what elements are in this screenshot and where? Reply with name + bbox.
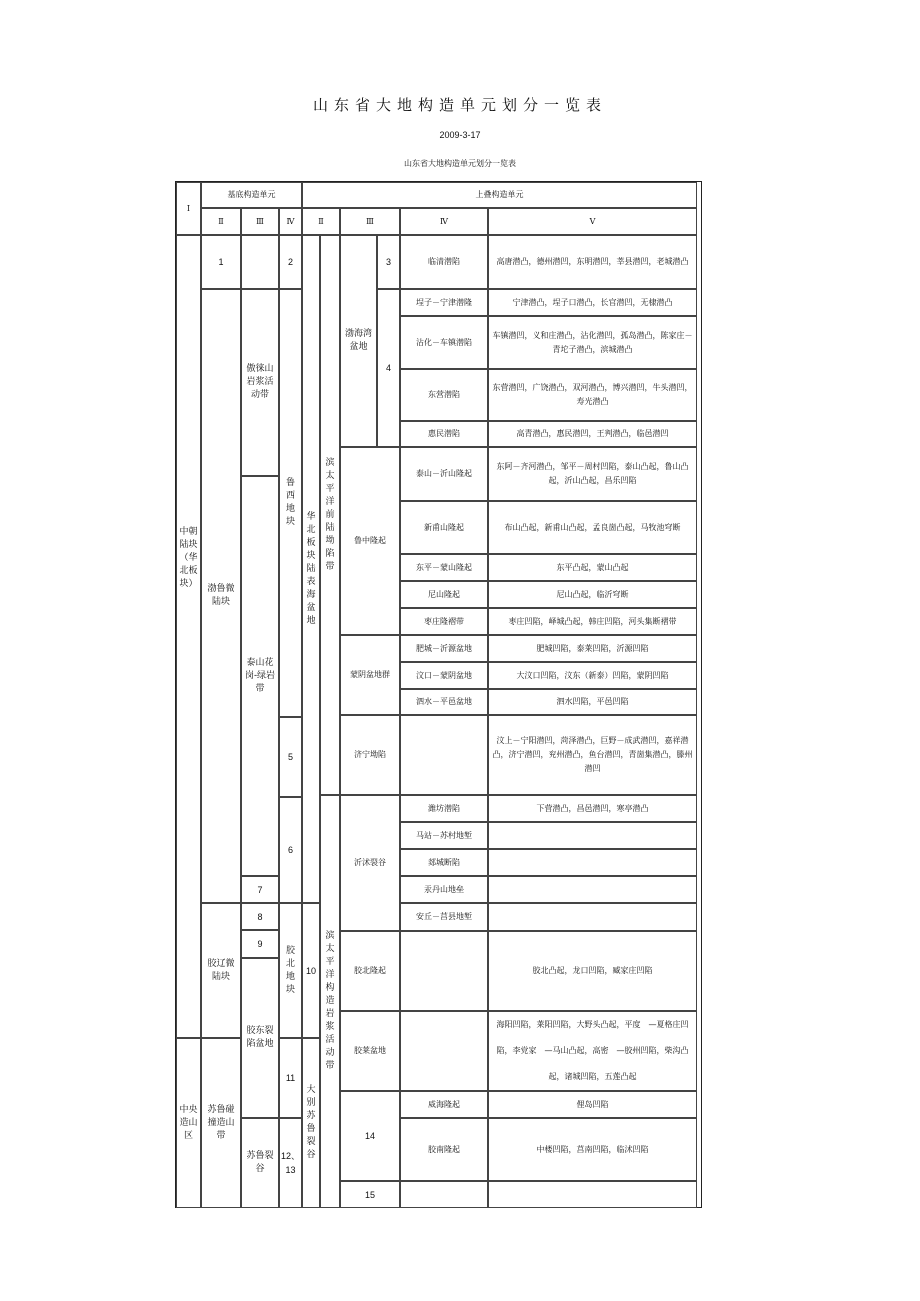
unit-number-15: 15 xyxy=(340,1181,400,1208)
unit-jiaodong-rift-basin: 胶东裂陷盆地 xyxy=(241,958,279,1118)
unit-huabei-epicontinental-basin: 华北板块陆表海盆地 xyxy=(302,235,320,903)
header-iv-basement: Ⅳ xyxy=(279,208,302,235)
header-iii-overlay: Ⅲ xyxy=(340,208,400,235)
unit-jiaobei-uplift: 胶北隆起 xyxy=(340,931,400,1011)
unit-number-5: 5 xyxy=(279,717,302,797)
row-v-empty xyxy=(488,1181,697,1208)
unit-luxi-block: 鲁西地块 xyxy=(279,289,302,717)
row-iv-nishan: 尼山隆起 xyxy=(400,581,488,608)
row-v-weifang: 下营潜凸，昌邑潜凹，寒亭潜凸 xyxy=(488,795,697,822)
row-v-jiaonan: 中楼凹陷，莒南凹陷，临沭凹陷 xyxy=(488,1118,697,1181)
unit-number-11: 11 xyxy=(279,1038,302,1118)
unit-aolaishan-magmatic-belt: 傲徕山岩浆活动带 xyxy=(241,289,279,476)
row-v-dongying: 东营潜凹，广饶潜凸，双河潜凸，博兴潜凹，牛头潜凹，寿光潜凸 xyxy=(488,369,697,421)
row-v-zhanhua-chezhen: 车镇潜凹，义和庄潜凸，沾化潜凹，孤岛潜凸，陈家庄－青坨子潜凸，滨城潜凸 xyxy=(488,316,697,369)
unit-bohai-bay-basin: 渤海湾盆地 xyxy=(340,235,377,447)
unit-number-8: 8 xyxy=(241,903,279,930)
unit-yishu-rift: 沂沭裂谷 xyxy=(340,795,400,931)
table-caption: 山东省大地构造单元划分一览表 xyxy=(404,159,516,168)
page-date: 2009-3-17 xyxy=(439,130,481,140)
row-v-taishan-yishan: 东阿－齐河潜凸，邹平－周村凹陷，泰山凸起，鲁山凸起，沂山凸起，昌乐凹陷 xyxy=(488,447,697,501)
tectonic-units-table xyxy=(175,181,702,1208)
unit-circum-pacific-tectonomagmatic-belt: 滨太平洋构造岩浆活动带 xyxy=(320,795,340,1208)
header-overlay-units: 上叠构造单元 xyxy=(302,182,697,208)
unit-taishan-granite-greenstone-belt: 泰山花岗-绿岩带 xyxy=(241,476,279,876)
unit-jiaobei-block: 胶北地块 xyxy=(279,903,302,1038)
row-v-gongdanshan xyxy=(488,876,697,903)
unit-number-12-13: 12、13 xyxy=(279,1118,302,1208)
row-iv-jiaonan: 胶南隆起 xyxy=(400,1118,488,1181)
row-iv-xinfushan: 新甫山隆起 xyxy=(400,501,488,554)
header-ii-overlay: Ⅱ xyxy=(302,208,340,235)
row-iv-feicheng-yiyuan: 肥城－沂源盆地 xyxy=(400,635,488,662)
row-iv-linqing: 临清潜陷 xyxy=(400,235,488,289)
row-v-tancheng xyxy=(488,849,697,876)
unit-number-1: 1 xyxy=(201,235,241,289)
row-v-anqiu-juxian xyxy=(488,903,697,931)
row-v-jiaobei: 胶北凸起，龙口凹陷，臧家庄凹陷 xyxy=(488,931,697,1011)
row-v-chengzi-ningjin: 宁津潜凸，埕子口潜凸，长官潜凹，无棣潜凸 xyxy=(488,289,697,316)
row-v-linqing: 高唐潜凸，德州潜凹，东明潜凹，莘县潜凹，老城潜凸 xyxy=(488,235,697,289)
unit-number-3: 3 xyxy=(377,235,400,289)
row-iv-dongying: 东营潜陷 xyxy=(400,369,488,421)
unit-number-2: 2 xyxy=(279,235,302,289)
row-v-wenkou-mengyin: 大汶口凹陷，汶东（新泰）凹陷，蒙阴凹陷 xyxy=(488,662,697,689)
row-iv-chengzi-ningjin: 埕子－宁津潜隆 xyxy=(400,289,488,316)
unit-number-14: 14 xyxy=(340,1091,400,1181)
row-v-weihai: 俚岛凹陷 xyxy=(488,1091,697,1118)
row-iv-zaozhuang: 枣庄隆褶带 xyxy=(400,608,488,635)
row-iv-empty xyxy=(400,1181,488,1208)
unit-number-4: 4 xyxy=(377,289,400,447)
unit-bolu-microblock: 渤鲁微陆块 xyxy=(201,289,241,903)
unit-sulu-collision-orogen: 苏鲁碰撞造山带 xyxy=(201,1038,241,1208)
unit-number-10: 10 xyxy=(302,903,320,1038)
row-v-jiaolai: 海阳凹陷，莱阳凹陷，大野头凸起，平度 —夏格庄凹陷，李党家 —马山凸起，高密 —胶州凹陷，柴沟凸起，诸城凹陷，五莲凸起 xyxy=(488,1011,697,1091)
row-v-feicheng-yiyuan: 肥城凹陷，泰莱凹陷，沂源凹陷 xyxy=(488,635,697,662)
unit-circum-pacific-foreland-depression: 滨太平洋前陆坳陷带 xyxy=(320,235,340,795)
row-v-huimin: 高青潜凸，惠民潜凹，王判潜凸，临邑潜凹 xyxy=(488,421,697,447)
page-title: 山东省大地构造单元划分一览表 xyxy=(312,96,607,114)
row-v-dongping-mengshan: 东平凸起，蒙山凸起 xyxy=(488,554,697,581)
header-level-i: Ⅰ xyxy=(176,182,201,235)
header-basement-units: 基底构造单元 xyxy=(201,182,302,208)
row-iv-weifang: 潍坊潜陷 xyxy=(400,795,488,822)
unit-number-6: 6 xyxy=(279,797,302,903)
row-v-zaozhuang: 枣庄凹陷，峄城凸起，韩庄凹陷，河头集断褶带 xyxy=(488,608,697,635)
header-v-overlay: Ⅴ xyxy=(488,208,697,235)
unit-jiaoliao-microblock: 胶辽微陆块 xyxy=(201,903,241,1038)
row-iv-taishan-yishan: 泰山－沂山隆起 xyxy=(400,447,488,501)
header-iv-overlay: Ⅳ xyxy=(400,208,488,235)
unit-zhongchao-block: 中朝陆块（华北板块） xyxy=(176,235,201,1038)
unit-mengyin-basin-group: 蒙阴盆地群 xyxy=(340,635,400,715)
row-v-xinfushan: 布山凸起，新甫山凸起，孟良崮凸起，马牧池穹断 xyxy=(488,501,697,554)
unit-number-9: 9 xyxy=(241,930,279,958)
header-ii-basement: Ⅱ xyxy=(201,208,241,235)
row-iv-zhanhua-chezhen: 沾化－车镇潜陷 xyxy=(400,316,488,369)
unit-luzhong-uplift: 鲁中隆起 xyxy=(340,447,400,635)
row-v-jining: 汶上－宁阳潜凹，菏泽潜凸，巨野－成武潜凹，嘉祥潜凸，济宁潜凹，兖州潜凸，鱼台潜凹，青崮集潜凸，滕州潜凹 xyxy=(488,715,697,795)
row-iv-mazhan-sucun: 马站－苏村地堑 xyxy=(400,822,488,849)
row-iv-jiaobei xyxy=(400,931,488,1011)
unit-number-7: 7 xyxy=(241,876,279,903)
empty-cell xyxy=(241,235,279,289)
row-iv-huimin: 惠民潜陷 xyxy=(400,421,488,447)
unit-dabie-sulu-rift: 大别苏鲁裂谷 xyxy=(302,1038,320,1208)
unit-jiaolai-basin: 胶莱盆地 xyxy=(340,1011,400,1091)
row-iv-anqiu-juxian: 安丘－莒县地堑 xyxy=(400,903,488,931)
row-iv-jiaolai xyxy=(400,1011,488,1091)
unit-sulu-rift: 苏鲁裂谷 xyxy=(241,1118,279,1208)
row-iv-wenkou-mengyin: 汶口－蒙阴盆地 xyxy=(400,662,488,689)
unit-central-orogen: 中央造山区 xyxy=(176,1038,201,1208)
row-iv-jining xyxy=(400,715,488,795)
row-v-sishui-pingyi: 泗水凹陷，平邑凹陷 xyxy=(488,689,697,715)
row-iv-weihai: 威海隆起 xyxy=(400,1091,488,1118)
header-iii-basement: Ⅲ xyxy=(241,208,279,235)
row-iv-sishui-pingyi: 泗水－平邑盆地 xyxy=(400,689,488,715)
row-v-mazhan-sucun xyxy=(488,822,697,849)
row-v-nishan: 尼山凸起，临沂穹断 xyxy=(488,581,697,608)
row-iv-tancheng: 郯城断陷 xyxy=(400,849,488,876)
row-iv-gongdanshan: 汞丹山地垒 xyxy=(400,876,488,903)
row-iv-dongping-mengshan: 东平－蒙山隆起 xyxy=(400,554,488,581)
unit-jining-depression: 济宁坳陷 xyxy=(340,715,400,795)
